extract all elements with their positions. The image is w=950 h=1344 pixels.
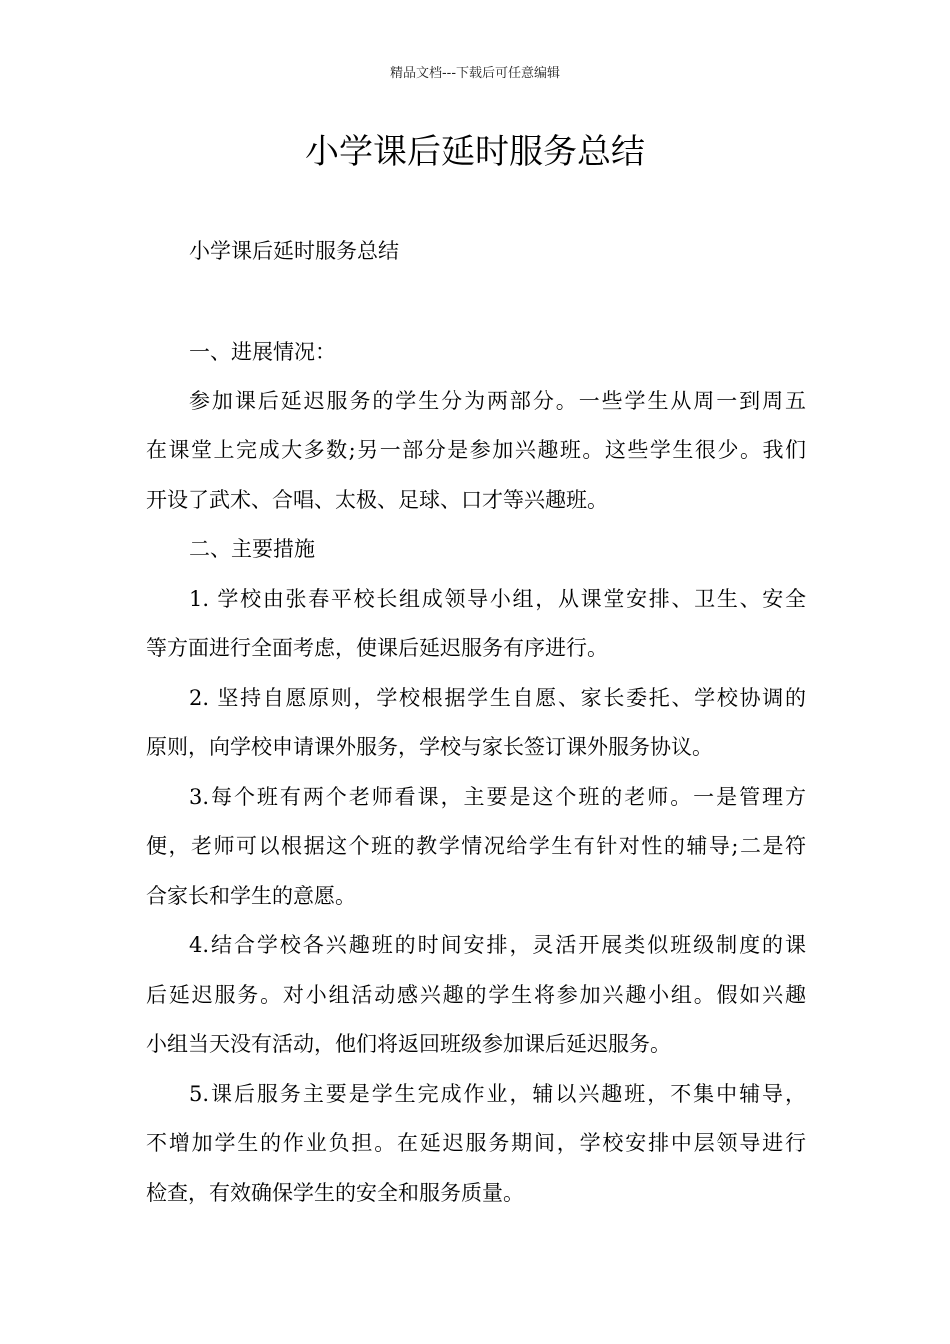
paragraph-line: 原则，向学校申请课外服务，学校与家长签订课外服务协议。 bbox=[146, 735, 713, 759]
paragraph-line: 3.每个班有两个老师看课，主要是这个班的老师。一是管理方 bbox=[189, 785, 806, 809]
section-heading-measures: 二、主要措施 bbox=[189, 537, 315, 561]
paragraph-line: 便，老师可以根据这个班的教学情况给学生有针对性的辅导;二是符 bbox=[146, 834, 806, 858]
document-title: 小学课后延时服务总结 bbox=[305, 132, 645, 172]
paragraph-line: 5.课后服务主要是学生完成作业，辅以兴趣班，不集中辅导， bbox=[189, 1082, 806, 1106]
paragraph-line: 合家长和学生的意愿。 bbox=[146, 884, 356, 908]
section-heading-progress: 一、进展情况： bbox=[189, 340, 336, 364]
paragraph-line: 在课堂上完成大多数;另一部分是参加兴趣班。这些学生很少。我们 bbox=[146, 438, 806, 462]
paragraph-line: 2. 坚持自愿原则，学校根据学生自愿、家长委托、学校协调的 bbox=[189, 686, 806, 710]
paragraph-line: 1. 学校由张春平校长组成领导小组，从课堂安排、卫生、安全 bbox=[189, 587, 806, 611]
paragraph-line: 后延迟服务。对小组活动感兴趣的学生将参加兴趣小组。假如兴趣 bbox=[146, 983, 806, 1007]
header-note: 精品文档---下载后可任意编辑 bbox=[389, 66, 561, 81]
paragraph-line: 4.结合学校各兴趣班的时间安排，灵活开展类似班级制度的课 bbox=[189, 933, 806, 957]
paragraph-line: 等方面进行全面考虑，使课后延迟服务有序进行。 bbox=[146, 636, 608, 660]
paragraph-line: 小组当天没有活动，他们将返回班级参加课后延迟服务。 bbox=[146, 1032, 671, 1056]
paragraph-line: 检查，有效确保学生的安全和服务质量。 bbox=[146, 1181, 524, 1205]
paragraph-line: 开设了武术、合唱、太极、足球、口才等兴趣班。 bbox=[146, 488, 608, 512]
subtitle-line: 小学课后延时服务总结 bbox=[189, 239, 399, 263]
paragraph-line: 不增加学生的作业负担。在延迟服务期间，学校安排中层领导进行 bbox=[146, 1131, 806, 1155]
paragraph-line: 参加课后延迟服务的学生分为两部分。一些学生从周一到周五 bbox=[189, 389, 806, 413]
